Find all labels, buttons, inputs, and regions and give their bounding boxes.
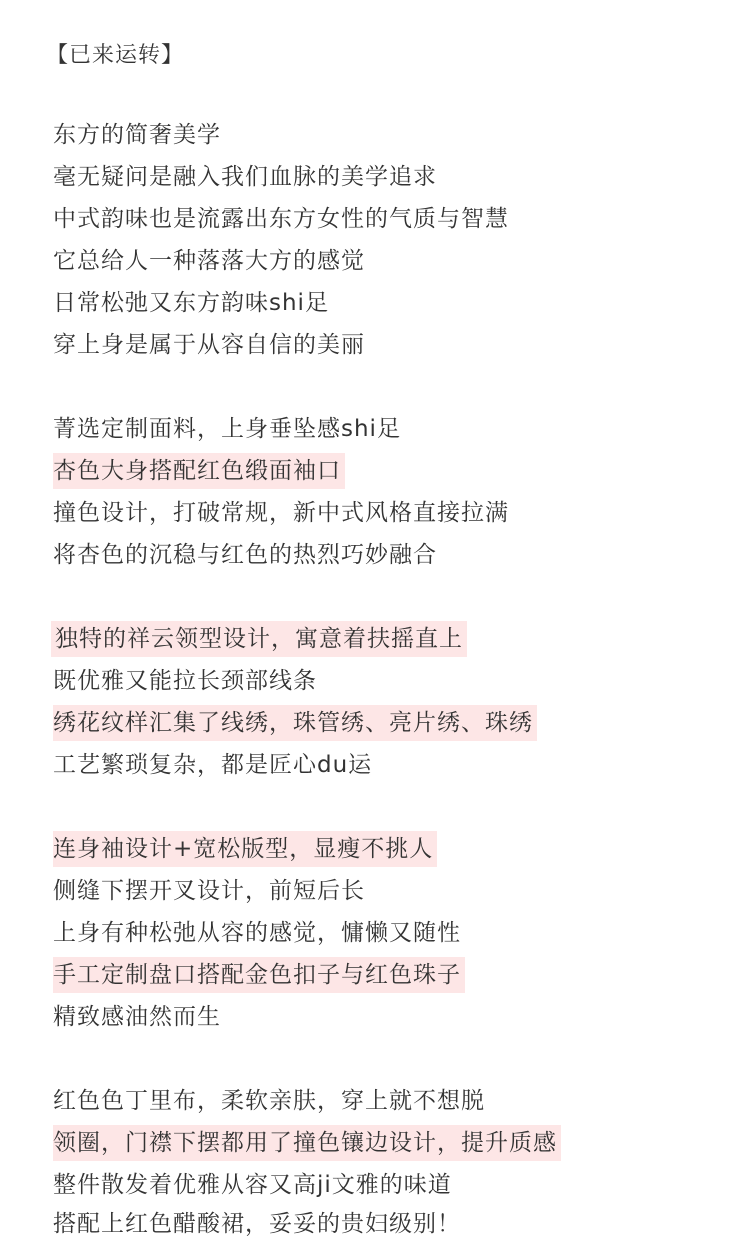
- text-line: 红色色丁里布，柔软亲肤，穿上就不想脱: [53, 1088, 485, 1114]
- page-heading: 【已来运转】: [46, 43, 185, 68]
- text-line: 穿上身是属于从容自信的美丽: [53, 332, 365, 358]
- text-line: 工艺繁琐复杂，都是匠心du运: [53, 752, 373, 778]
- highlighted-text-line: 连身袖设计+宽松版型，显瘦不挑人: [53, 831, 437, 867]
- text-line: 菁选定制面料，上身垂坠感shi足: [53, 416, 401, 442]
- text-line: 侧缝下摆开叉设计，前短后长: [53, 878, 365, 904]
- text-line: 搭配上红色醋酸裙，妥妥的贵妇级别！: [53, 1211, 461, 1237]
- text-line: 既优雅又能拉长颈部线条: [53, 668, 317, 694]
- text-line: 上身有种松弛从容的感觉，慵懒又随性: [53, 920, 461, 946]
- text-line: 撞色设计，打破常规，新中式风格直接拉满: [53, 500, 509, 526]
- text-line: 东方的简奢美学: [53, 122, 221, 148]
- highlighted-text-line: 独特的祥云领型设计，寓意着扶摇直上: [51, 621, 467, 657]
- highlighted-text-line: 绣花纹样汇集了线绣，珠管绣、亮片绣、珠绣: [53, 705, 537, 741]
- highlighted-text-line: 手工定制盘口搭配金色扣子与红色珠子: [53, 957, 465, 993]
- text-line: 它总给人一种落落大方的感觉: [53, 248, 365, 274]
- text-line: 整件散发着优雅从容又高ji文雅的味道: [53, 1172, 452, 1198]
- highlighted-text-line: 领圈，门襟下摆都用了撞色镶边设计，提升质感: [53, 1125, 561, 1161]
- text-line: 毫无疑问是融入我们血脉的美学追求: [53, 164, 437, 190]
- text-line: 精致感油然而生: [53, 1004, 221, 1030]
- text-line: 中式韵味也是流露出东方女性的气质与智慧: [53, 206, 509, 232]
- highlighted-text-line: 杏色大身搭配红色缎面袖口: [53, 453, 345, 489]
- text-line: 将杏色的沉稳与红色的热烈巧妙融合: [53, 542, 437, 568]
- text-line: 日常松弛又东方韵味shi足: [53, 290, 329, 316]
